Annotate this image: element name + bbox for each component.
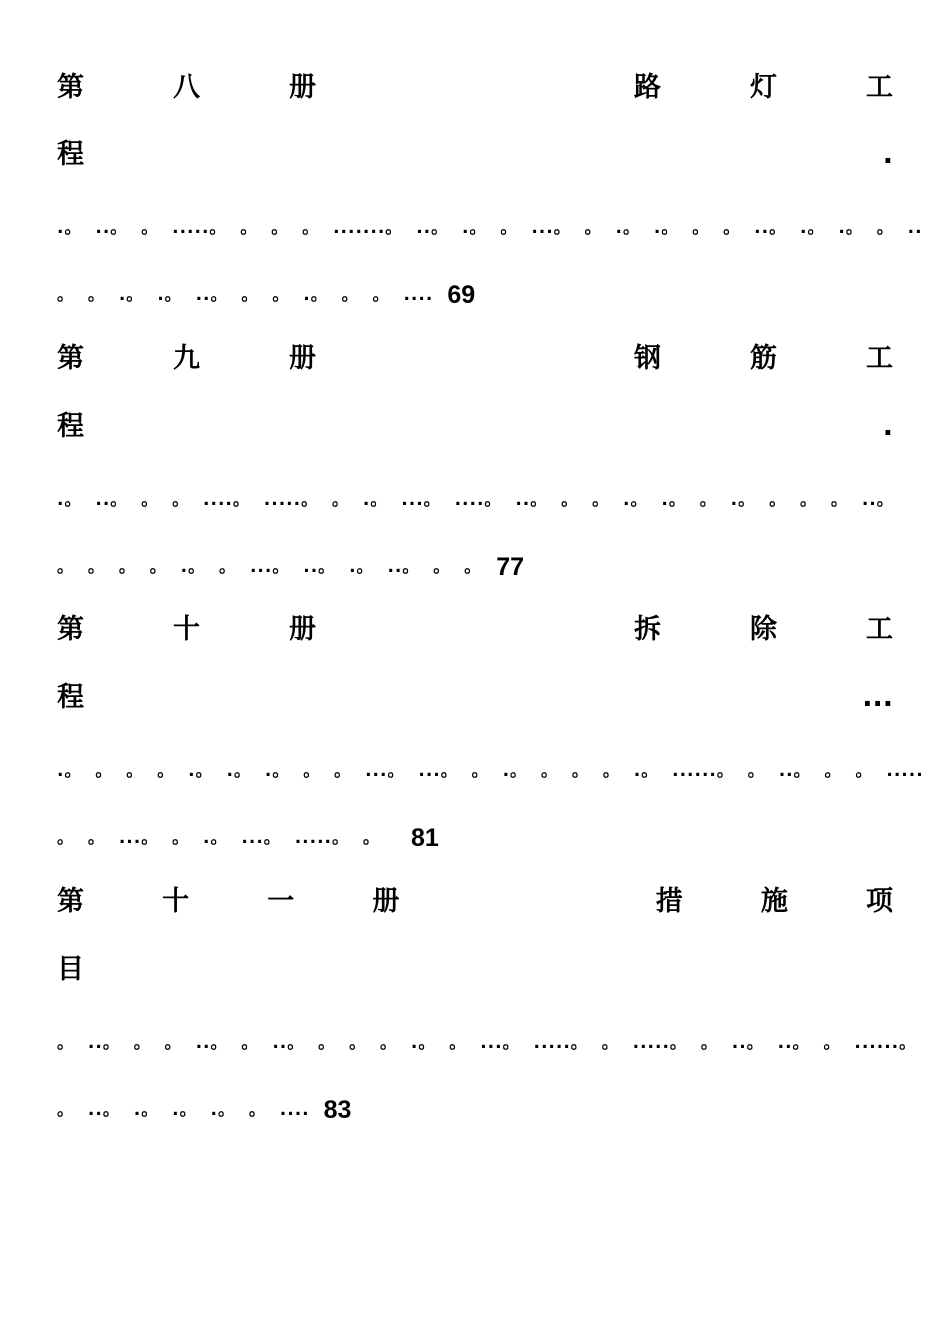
title-char: 除	[750, 614, 777, 645]
toc-title-wrap	[57, 946, 893, 994]
title-char: 工	[866, 614, 893, 645]
title-char: 册	[289, 614, 316, 645]
title-char: 十	[173, 614, 200, 645]
toc-title-line	[57, 64, 893, 112]
dot-leader	[57, 204, 923, 252]
dot-leader-end	[57, 543, 893, 591]
title-char: 一	[267, 886, 295, 917]
title-char: 册	[289, 72, 316, 103]
title-char: 措	[655, 886, 683, 917]
title-char: 工	[866, 343, 893, 374]
title-char: 第	[57, 72, 84, 103]
dot-leader-text: 。 ..。 .。 .。 .。 。 ....	[57, 1100, 310, 1120]
title-char: 拆	[634, 614, 661, 645]
dot-leader-end	[57, 271, 893, 319]
title-char: 九	[173, 343, 200, 374]
page-number: 69	[447, 281, 476, 309]
title-char: 程	[57, 139, 84, 170]
title-char: 灯	[750, 72, 777, 103]
dot-leader-text: .。 。 。 。 .。 .。 .。 。 。 ...。 ...。 。 .。 。 。 。 .。 ......。 。 ..。 。 。 .....	[57, 761, 924, 781]
dot-leader-text: 。 。 。 。 .。 。 ...。 ..。 .。 ..。 。 。	[57, 557, 483, 577]
title-char: 第	[57, 886, 84, 917]
title-char: 十	[162, 886, 190, 917]
title-char: 程	[57, 682, 84, 713]
title-char: 钢	[634, 343, 661, 374]
dot-leader	[57, 1019, 918, 1067]
toc-title-line	[57, 878, 893, 926]
dot-leader	[57, 476, 893, 524]
title-char: 工	[866, 72, 893, 103]
leader-start: .	[882, 411, 893, 442]
title-char: 第	[57, 343, 84, 374]
table-of-contents	[57, 0, 924, 1344]
title-char: 路	[634, 72, 661, 103]
leader-start: ...	[862, 682, 893, 713]
toc-title-wrap	[57, 403, 893, 451]
page-number: 83	[323, 1096, 352, 1124]
page-number: 81	[410, 824, 439, 852]
dot-leader-end	[57, 1086, 893, 1134]
title-char: 册	[372, 886, 400, 917]
toc-title-wrap	[57, 131, 893, 179]
title-char: 施	[760, 886, 788, 917]
dot-leader-text: .。 ..。 。 .....。 。 。 。 .......。 ..。 .。 。 ...。 。 .。 .。 。 。 ..。 .。 .。 。 ..	[57, 218, 923, 238]
page-number: 77	[496, 553, 525, 581]
dot-leader-text: 。 ..。 。 。 ..。 。 ..。 。 。 。 .。 。 ...。 .....。 。 .....。 。 ..。 ..。 。 ......。	[57, 1033, 918, 1053]
toc-title-line	[57, 606, 893, 654]
toc-title-line	[57, 335, 893, 383]
dot-leader	[57, 747, 924, 795]
toc-title-wrap	[57, 674, 893, 722]
leader-start: .	[882, 139, 893, 170]
dot-leader-end	[57, 814, 893, 862]
dot-leader-text: 。 。 ...。 。 .。 ...。 .....。 。	[57, 828, 381, 848]
title-char: 项	[865, 886, 893, 917]
dot-leader-text: .。 ..。 。 。 ....。 .....。 。 .。 ...。 ....。 ..。 。 。 .。 .。 。 .。 。 。 。 ..。	[57, 490, 895, 510]
title-char: 程	[57, 411, 84, 442]
title-char: 册	[289, 343, 316, 374]
title-char: 八	[173, 72, 200, 103]
dot-leader-text: 。 。 .。 .。 ..。 。 。 .。 。 。 ....	[57, 285, 434, 305]
title-char: 目	[57, 954, 84, 985]
title-char: 筋	[750, 343, 777, 374]
title-char: 第	[57, 614, 84, 645]
